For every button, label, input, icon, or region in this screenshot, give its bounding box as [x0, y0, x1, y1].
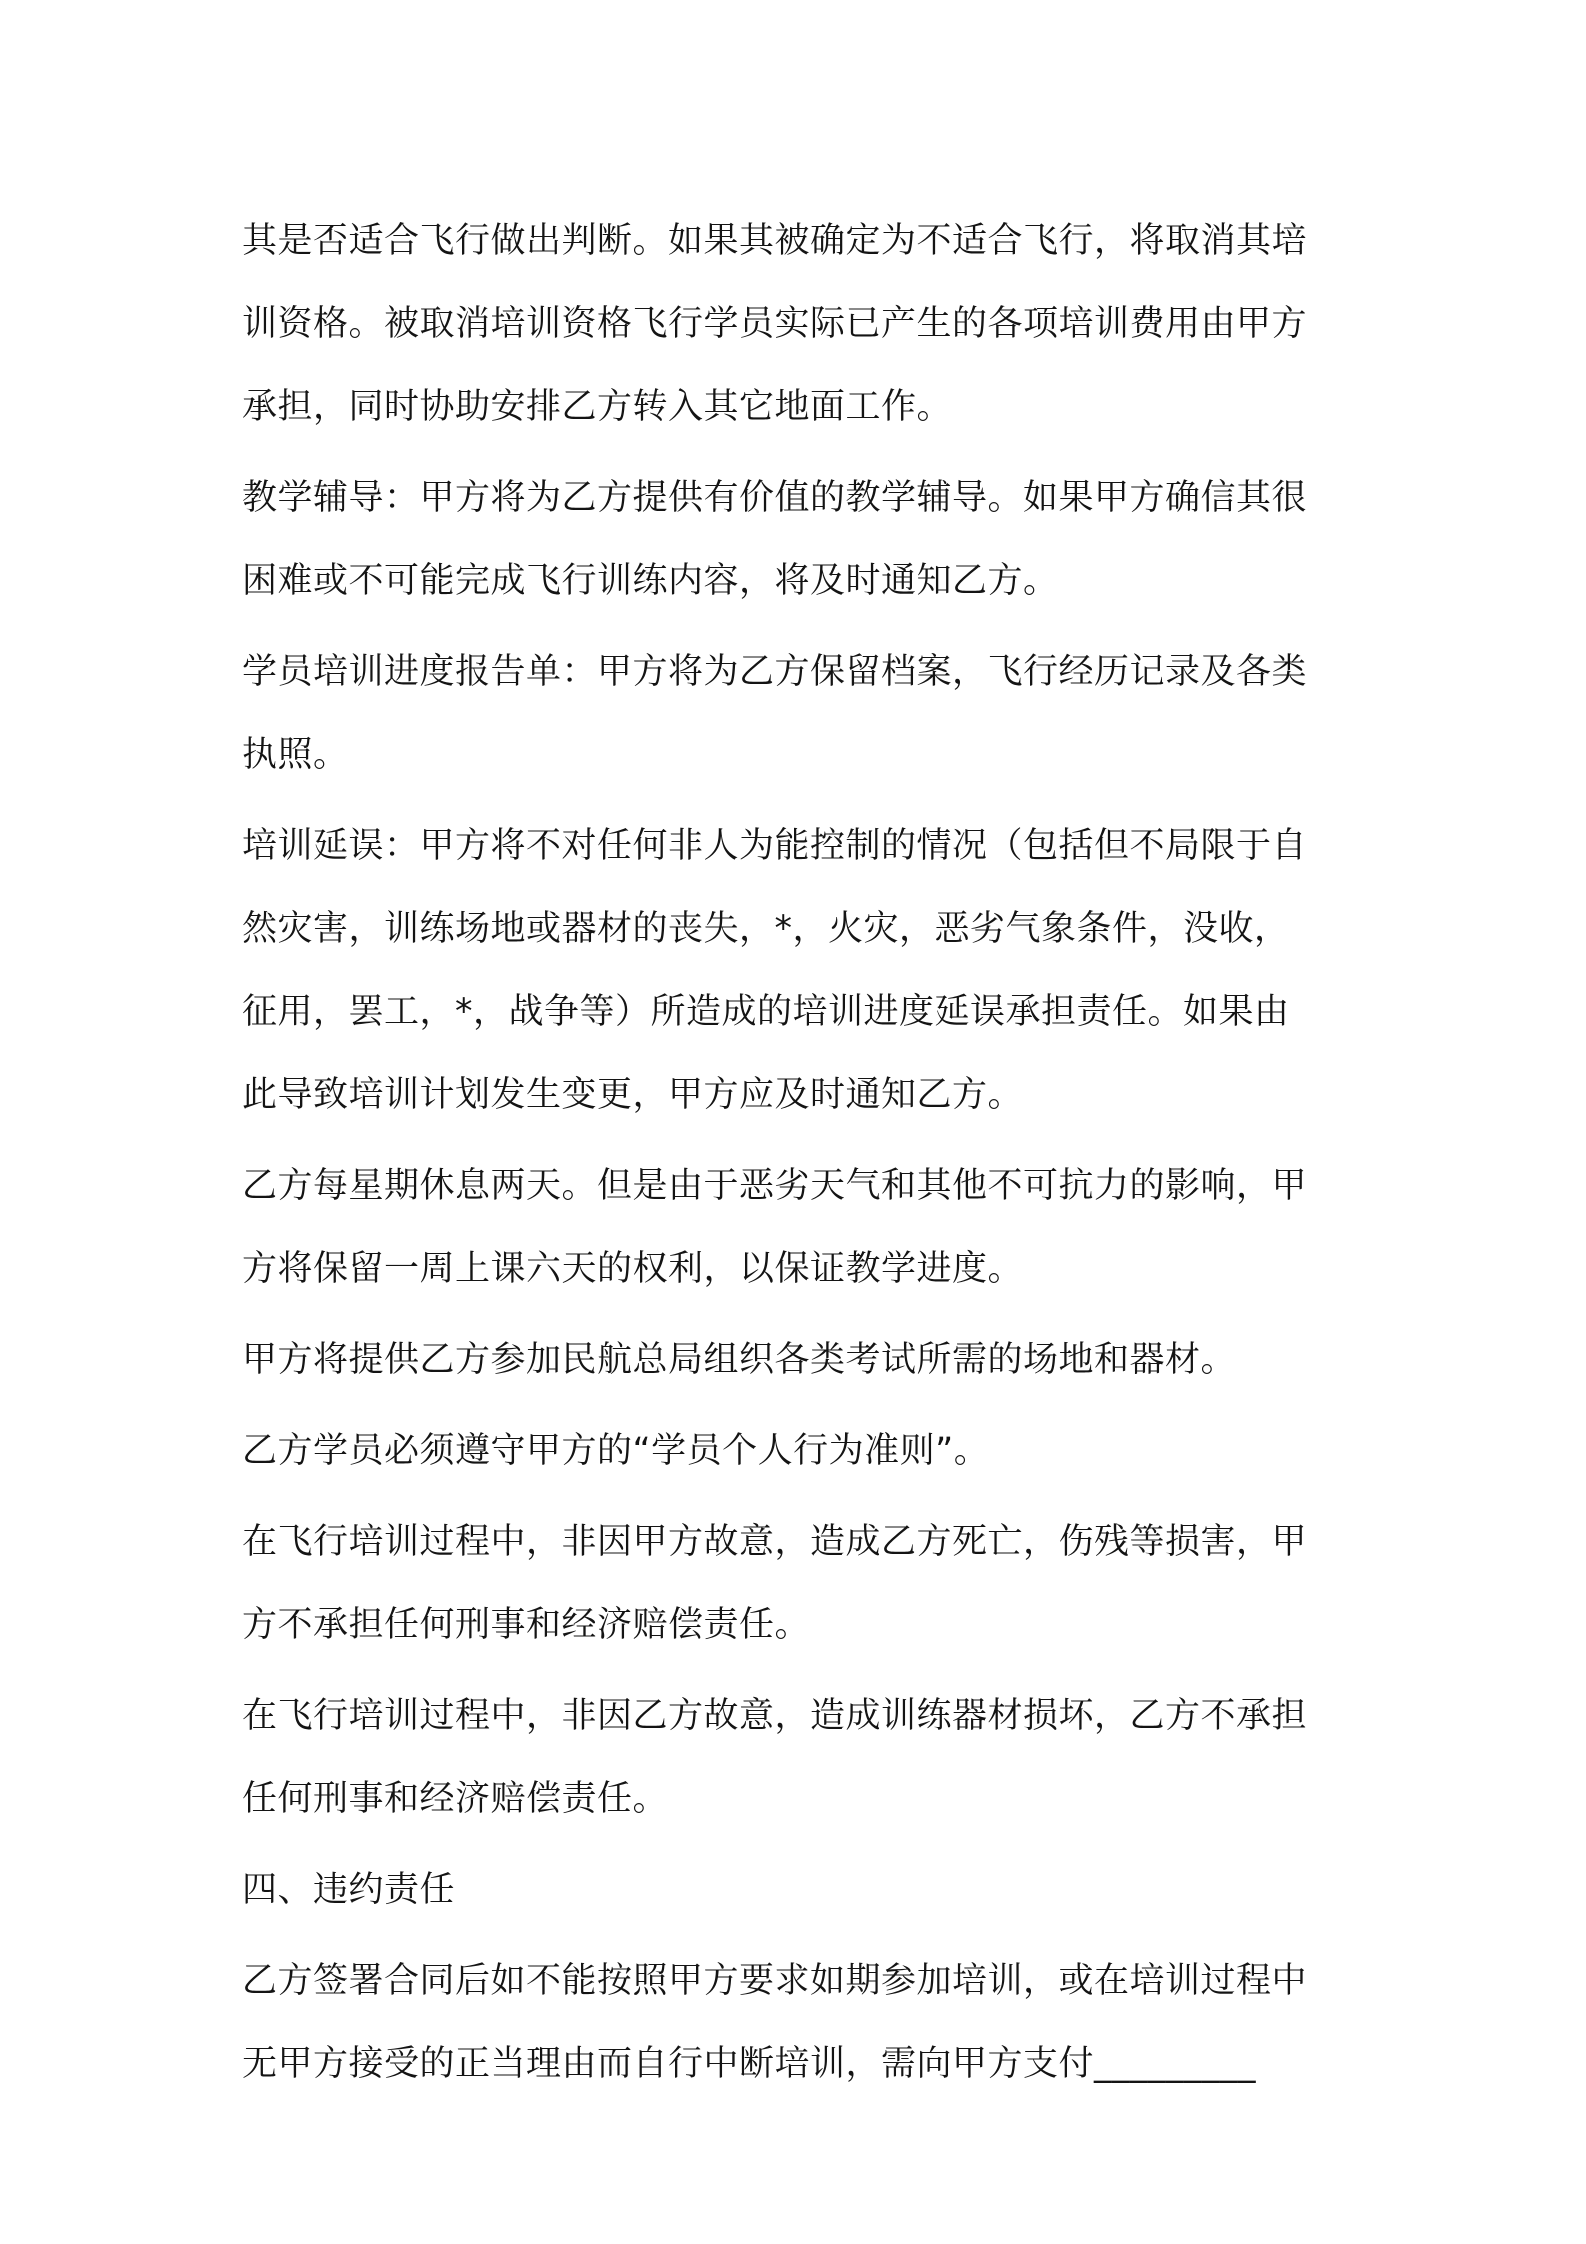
- text-line: 征用，罢工，*，战争等）所造成的培训进度延误承担责任。如果由: [242, 992, 1290, 1032]
- text-line: 培训延误：甲方将不对任何非人为能控制的情况（包括但不局限于自: [242, 826, 1308, 866]
- paragraph-breach-liability: [242, 1940, 1362, 2106]
- paragraph-rest-days: [242, 1145, 1362, 1311]
- text-line: 在飞行培训过程中，非因乙方故意，造成训练器材损坏，乙方不承担: [242, 1696, 1308, 1736]
- text-line: 方将保留一周上课六天的权利，以保证教学进度。: [242, 1249, 1024, 1289]
- text-line: 任何刑事和经济赔偿责任。: [242, 1779, 669, 1819]
- paragraph-training-delay: [242, 805, 1362, 1137]
- paragraph-exam-facilities: [242, 1319, 1362, 1402]
- text-line: 甲方将提供乙方参加民航总局组织各类考试所需的场地和器材。: [242, 1340, 1237, 1380]
- section-heading: 四、违约责任: [242, 1870, 456, 1910]
- paragraph-injury-liability: [242, 1501, 1362, 1667]
- text-line: 乙方签署合同后如不能按照甲方要求如期参加培训，或在培训过程中: [242, 1961, 1308, 2001]
- text-line: 其是否适合飞行做出判断。如果其被确定为不适合飞行，将取消其培: [242, 221, 1308, 261]
- text-line: 在飞行培训过程中，非因甲方故意，造成乙方死亡，伤残等损害，甲: [242, 1522, 1308, 1562]
- text-line: 然灾害，训练场地或器材的丧失，*，火灾，恶劣气象条件，没收，: [242, 909, 1290, 949]
- text-line: 教学辅导：甲方将为乙方提供有价值的教学辅导。如果甲方确信其很: [242, 478, 1308, 518]
- paragraph-flight-suitability: [242, 200, 1362, 449]
- text-line: 困难或不可能完成飞行训练内容，将及时通知乙方。: [242, 561, 1059, 601]
- text-line: 此导致培训计划发生变更，甲方应及时通知乙方。: [242, 1075, 1024, 1115]
- paragraph-equipment-liability: [242, 1675, 1362, 1841]
- text-line: 乙方学员必须遵守甲方的“学员个人行为准则”。: [242, 1431, 990, 1471]
- paragraph-teaching-guidance: [242, 457, 1362, 623]
- text-line: 方不承担任何刑事和经济赔偿责任。: [242, 1605, 811, 1645]
- text-line: 无甲方接受的正当理由而自行中断培训，需向甲方支付_________: [242, 2044, 1257, 2084]
- paragraph-code-of-conduct: [242, 1410, 1362, 1493]
- text-line: 执照。: [242, 735, 349, 775]
- text-line: 学员培训进度报告单：甲方将为乙方保留档案，飞行经历记录及各类: [242, 652, 1308, 692]
- paragraph-progress-report: [242, 631, 1362, 797]
- document-body: [242, 200, 1362, 2114]
- text-line: 乙方每星期休息两天。但是由于恶劣天气和其他不可抗力的影响，甲: [242, 1166, 1308, 1206]
- text-line: 训资格。被取消培训资格飞行学员实际已产生的各项培训费用由甲方: [242, 304, 1308, 344]
- text-line: 承担，同时协助安排乙方转入其它地面工作。: [242, 387, 953, 427]
